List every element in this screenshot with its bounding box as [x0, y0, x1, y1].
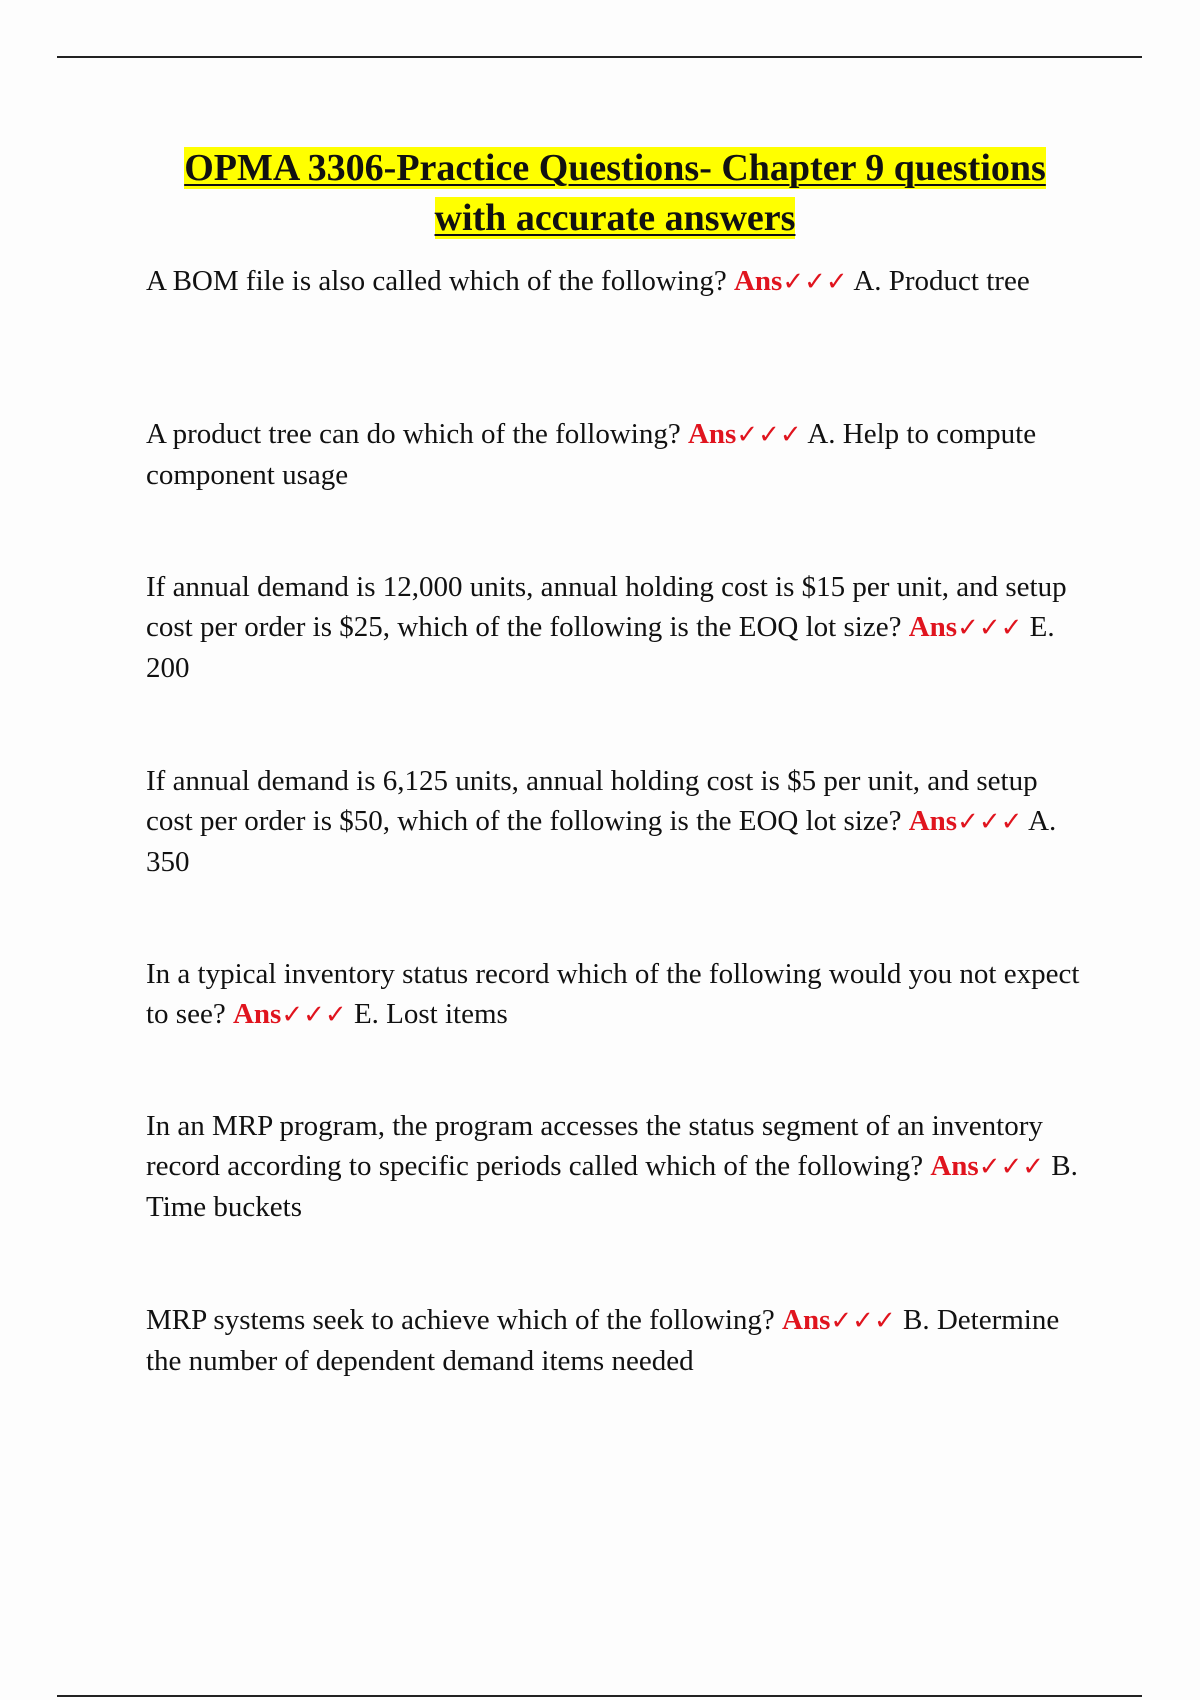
title-line-2: with accurate answers	[434, 197, 796, 239]
title-line-1: OPMA 3306-Practice Questions- Chapter 9 questions	[184, 147, 1046, 189]
question-text: In a typical inventory status record which of the following would you not expect to see?	[146, 958, 1080, 1030]
answer-label: Ans	[930, 1150, 979, 1182]
checkmark-icon: ✓✓✓	[830, 1306, 896, 1336]
question-text: A BOM file is also called which of the following?	[146, 265, 727, 297]
qa-item	[146, 261, 1086, 302]
answer-text: A. Product tree	[853, 265, 1030, 297]
qa-item	[146, 1106, 1086, 1227]
question-text: A product tree can do which of the following?	[146, 418, 681, 450]
answer-text: B. Time buckets	[146, 1150, 1078, 1223]
document-title	[140, 143, 1090, 243]
qa-item	[146, 761, 1086, 882]
answer-label: Ans	[687, 418, 737, 450]
qa-item	[146, 414, 1086, 495]
answer-label: Ans	[232, 998, 282, 1030]
answer-text: A. Help to compute component usage	[146, 418, 1037, 491]
checkmark-icon: ✓✓✓	[736, 420, 802, 450]
answer-text: A. 350	[146, 805, 1057, 878]
checkmark-icon: ✓✓✓	[957, 613, 1023, 643]
checkmark-icon: ✓✓✓	[281, 1000, 347, 1030]
qa-item	[146, 567, 1086, 688]
question-text: If annual demand is 6,125 units, annual holding cost is $5 per unit, and setup cost per order is $50, which of the following is the EOQ lot size?	[146, 765, 1038, 837]
question-text: MRP systems seek to achieve which of the following?	[146, 1304, 775, 1336]
qa-item	[146, 954, 1086, 1035]
qa-item	[146, 1300, 1086, 1381]
checkmark-icon: ✓✓✓	[978, 1152, 1045, 1182]
footer-rule	[57, 1695, 1142, 1697]
answer-label: Ans	[782, 1304, 831, 1336]
answer-label: Ans	[908, 805, 958, 837]
answer-text: E. Lost items	[353, 998, 508, 1030]
checkmark-icon: ✓✓✓	[957, 807, 1023, 837]
question-text: If annual demand is 12,000 units, annual holding cost is $15 per unit, and setup cost per order is $25, which of the following is the EOQ lot size?	[146, 571, 1067, 643]
answer-text: B. Determine the number of dependent demand items needed	[146, 1304, 1060, 1377]
answer-label: Ans	[908, 611, 958, 643]
answer-label: Ans	[733, 265, 783, 297]
answer-text: E. 200	[146, 611, 1055, 684]
question-text: In an MRP program, the program accesses the status segment of an inventory record according to specific periods called which of the following?	[146, 1110, 1043, 1182]
header-rule	[57, 56, 1142, 58]
checkmark-icon: ✓✓✓	[782, 267, 848, 297]
